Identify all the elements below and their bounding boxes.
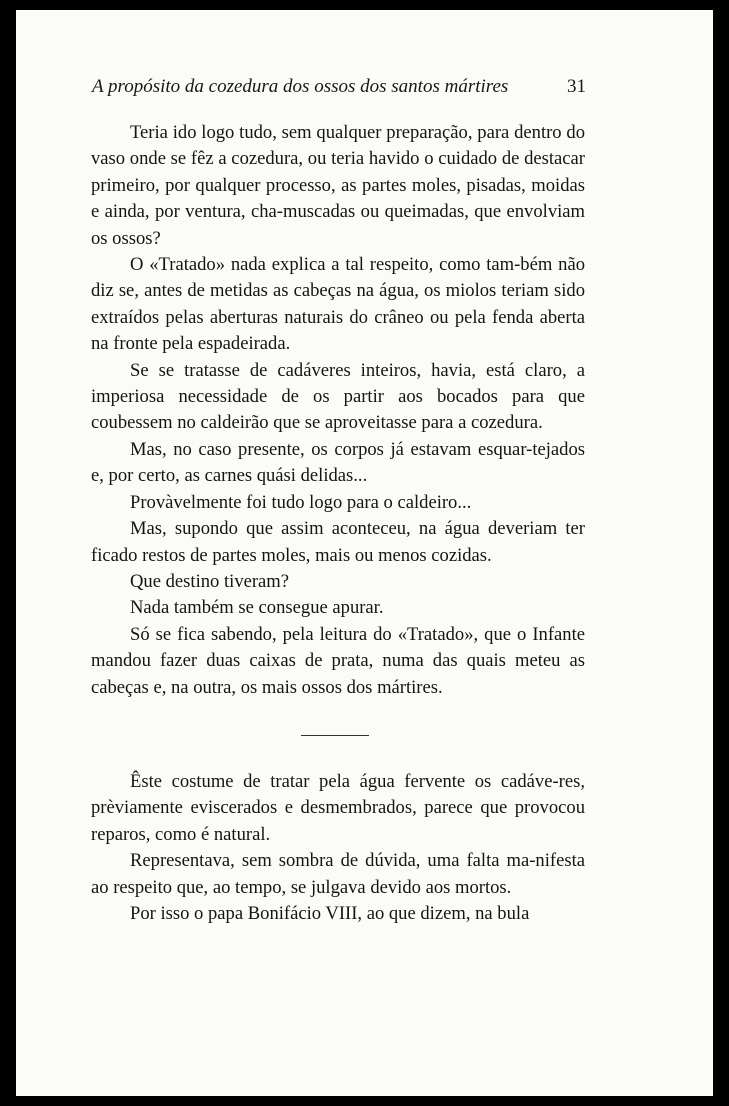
paragraph: Mas, no caso presente, os corpos já estavam esquar-tejados e, por certo, as carnes quási delidas... bbox=[91, 438, 585, 487]
body-text bbox=[91, 120, 585, 927]
paragraph: Teria ido logo tudo, sem qualquer preparação, para dentro do vaso onde se fêz a cozedura, ou teria havido o cuidado de destacar primeiro, por qualquer processo, as partes moles, pisadas, moidas e ainda, por ventura, cha-muscadas ou queimadas, que envolviam os ossos? bbox=[91, 122, 585, 249]
paragraph: Que destino tiveram? bbox=[130, 570, 290, 592]
section-spacer bbox=[91, 736, 585, 769]
paragraph: Mas, supondo que assim aconteceu, na água deveriam ter ficado restos de partes moles, mais ou menos cozidas. bbox=[91, 518, 585, 566]
paragraph: Nada também se consegue apurar. bbox=[130, 597, 384, 619]
paragraph: Provàvelmente foi tudo logo para o caldeiro... bbox=[130, 491, 472, 513]
paragraph: Se se tratasse de cadáveres inteiros, havia, está claro, a imperiosa necessidade de os partir aos bocados para que coubessem no caldeirão que se aproveitasse para a cozedura. bbox=[91, 359, 585, 434]
paragraph: Êste costume de tratar pela água fervente os cadáve-res, prèviamente eviscerados e desmembrados, parece que provocou reparos, como é natural. bbox=[91, 770, 585, 845]
paragraph: Só se fica sabendo, pela leitura do «Tratado», que o Infante mandou fazer duas caixas de prata, numa das quais meteu as cabeças e, na outra, os mais ossos dos mártires. bbox=[91, 623, 585, 698]
paragraph: O «Tratado» nada explica a tal respeito, como tam-bém não diz se, antes de metidas as cabeças na água, os miolos teriam sido extraídos pelas aberturas naturais do crâneo ou pela fenda aberta na fronte pela espadeirada. bbox=[91, 254, 585, 355]
page-number: 31 bbox=[567, 76, 586, 97]
paragraph: Por isso o papa Bonifácio VIII, ao que dizem, na bula bbox=[130, 902, 530, 924]
paragraph: Representava, sem sombra de dúvida, uma falta ma-nifesta ao respeito que, ao tempo, se julgava devido aos mortos. bbox=[91, 850, 585, 898]
book-page bbox=[16, 10, 713, 1096]
running-title: A propósito da cozedura dos ossos dos santos mártires bbox=[92, 76, 509, 97]
